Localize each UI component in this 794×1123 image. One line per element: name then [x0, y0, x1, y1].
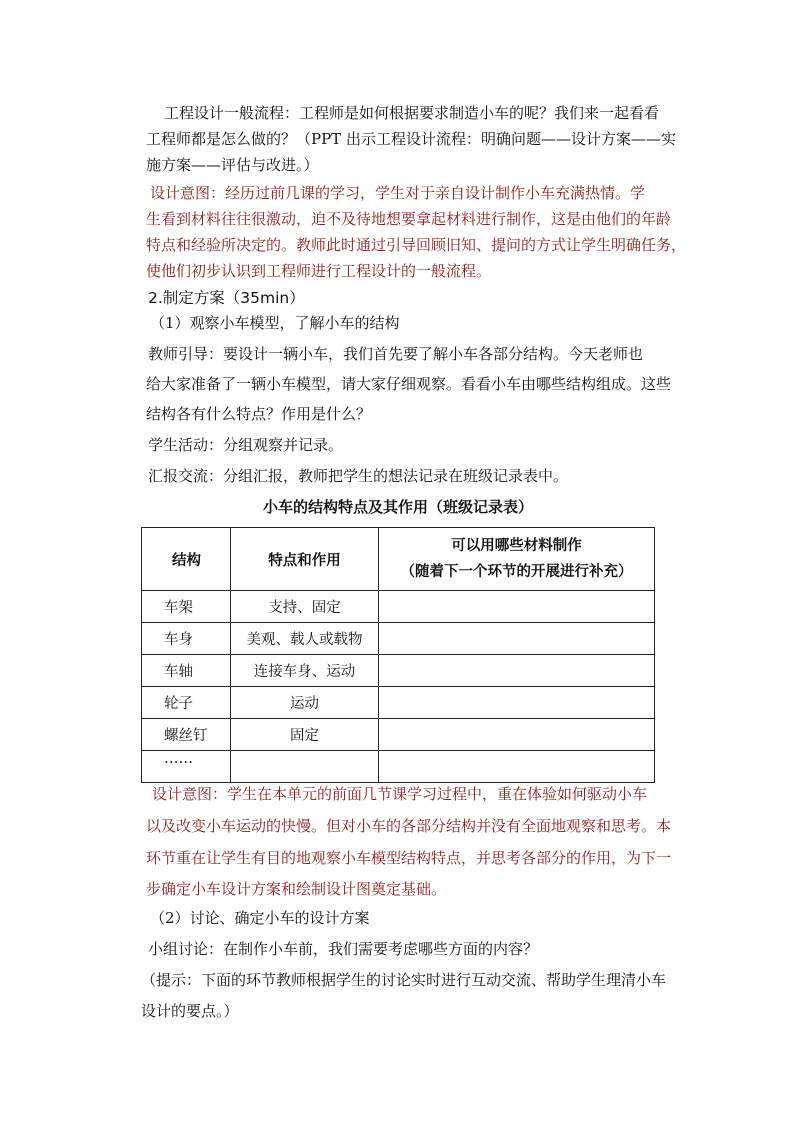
header-materials-line1: 可以用哪些材料制作: [451, 537, 582, 554]
design-intent-line: 步确定小车设计方案和绘制设计图奠定基础。: [146, 880, 447, 898]
para-line: 小组讨论：在制作小车前，我们需要考虑哪些方面的内容？: [148, 940, 539, 958]
cell-materials: [379, 719, 655, 751]
cell-feature: [231, 751, 379, 783]
subsection-heading: （2）讨论、确定小车的设计方案: [150, 909, 370, 927]
record-table: [141, 527, 655, 783]
para-line: 施方案——评估与改进。）: [146, 156, 319, 174]
para-line: 结构各有什么特点？作用是什么？: [146, 405, 372, 423]
cell-feature: 运动: [231, 687, 379, 719]
header-feature: 特点和作用: [231, 528, 379, 591]
hint-line: （提示：下面的环节教师根据学生的讨论实时进行互动交流、帮助学生理清小车: [141, 971, 667, 989]
design-intent-line: 设计意图：经历过前几课的学习，学生对于亲自设计制作小车充满热情。学: [150, 184, 646, 202]
header-materials: [379, 528, 655, 591]
cell-structure: 车身: [142, 623, 231, 655]
design-intent-line: 特点和经验所决定的。教师此时通过引导回顾旧知、提问的方式让学生明确任务，: [146, 236, 687, 254]
cell-materials: [379, 655, 655, 687]
cell-feature: 支持、固定: [231, 591, 379, 623]
table-row: [142, 655, 655, 687]
section-heading: 2.制定方案（35min）: [148, 289, 305, 307]
cell-structure: 车架: [142, 591, 231, 623]
design-intent-line: 设计意图：学生在本单元的前面几节课学习过程中，重在体验如何驱动小车: [152, 785, 648, 803]
table-row: [142, 623, 655, 655]
cell-structure: ……: [142, 751, 231, 783]
cell-materials: [379, 591, 655, 623]
table-row: [142, 751, 655, 783]
para-line: 教师引导：要设计一辆小车，我们首先要了解小车各部分结构。今天老师也: [148, 345, 644, 363]
design-intent-line: 使他们初步认识到工程师进行工程设计的一般流程。: [146, 262, 492, 280]
para-line: 汇报交流：分组汇报，教师把学生的想法记录在班级记录表中。: [148, 467, 569, 485]
cell-materials: [379, 687, 655, 719]
table-row: [142, 687, 655, 719]
cell-structure: 轮子: [142, 687, 231, 719]
design-intent-line: 生看到材料往往很激动，迫不及待地想要拿起材料进行制作，这是由他们的年龄: [146, 210, 672, 228]
hint-line: 设计的要点。）: [141, 1002, 239, 1020]
design-intent-line: 环节重在让学生有目的地观察小车模型结构特点，并思考各部分的作用，为下一: [146, 849, 672, 867]
cell-feature: 固定: [231, 719, 379, 751]
table-title: 小车的结构特点及其作用（班级记录表）: [262, 498, 533, 516]
cell-feature: 美观、载人或载物: [231, 623, 379, 655]
para-line: 工程师都是怎么做的？（PPT 出示工程设计流程：明确问题——设计方案——实: [146, 130, 676, 148]
header-structure: 结构: [142, 528, 231, 591]
header-materials-line2: （随着下一个环节的开展进行补充）: [400, 563, 633, 580]
para-line: 工程设计一般流程：工程师是如何根据要求制造小车的呢？我们来一起看看: [164, 104, 660, 122]
table-row: [142, 591, 655, 623]
table-row: [142, 719, 655, 751]
table-header-row: [142, 528, 655, 591]
para-line: 学生活动：分组观察并记录。: [148, 436, 344, 454]
cell-structure: 螺丝钉: [142, 719, 231, 751]
cell-feature: 连接车身、运动: [231, 655, 379, 687]
subsection-heading: （1）观察小车模型，了解小车的结构: [150, 314, 400, 332]
cell-materials: [379, 623, 655, 655]
design-intent-line: 以及改变小车运动的快慢。但对小车的各部分结构并没有全面地观察和思考。本: [146, 817, 672, 835]
cell-structure: 车轴: [142, 655, 231, 687]
cell-materials: [379, 751, 655, 783]
para-line: 给大家准备了一辆小车模型，请大家仔细观察。看看小车由哪些结构组成。这些: [146, 375, 672, 393]
